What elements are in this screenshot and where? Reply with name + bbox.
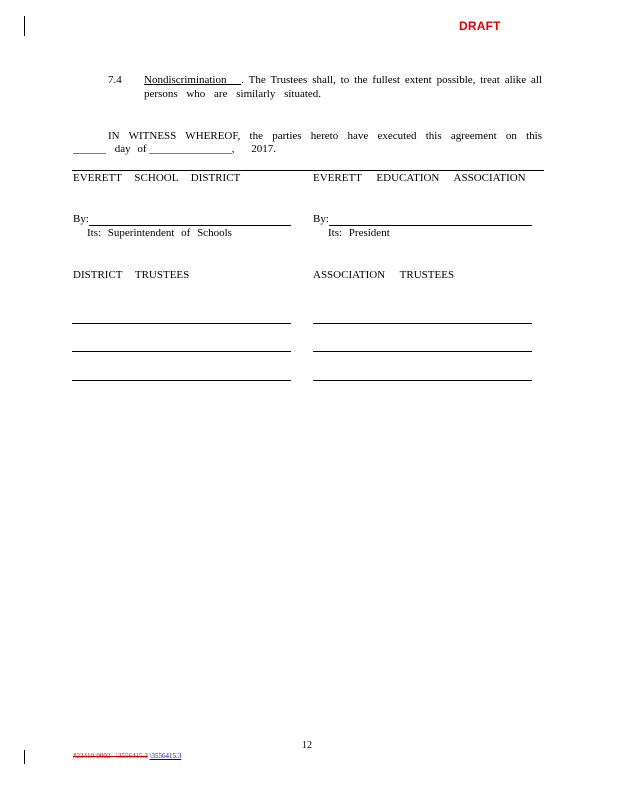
- blank-month: _______________,: [149, 143, 235, 155]
- left-trustees-heading: DISTRICT TRUSTEES: [73, 269, 190, 281]
- witness-line2: [73, 143, 276, 155]
- right-signer-title: Its: President: [328, 227, 390, 239]
- left-by-signature-line[interactable]: [89, 225, 291, 226]
- page-number: 12: [302, 740, 312, 751]
- right-trustee-signature-line[interactable]: [313, 323, 532, 324]
- right-trustee-signature-line[interactable]: [313, 351, 532, 352]
- document-id-deleted: #23410-0002 - \3556415.3: [73, 752, 148, 760]
- document-id: [73, 752, 181, 760]
- left-trustee-signature-line[interactable]: [72, 351, 291, 352]
- draft-label: DRAFT: [459, 19, 501, 33]
- right-party-name: EVERETT EDUCATION ASSOCIATION: [313, 172, 526, 184]
- day-of-text: day of: [114, 143, 147, 155]
- section-text-line1: . The Trustees shall, to the fullest extent possible, treat alike all: [241, 74, 543, 86]
- change-bar-bottom: [24, 750, 25, 764]
- document-id-inserted: \3556415.3: [149, 752, 182, 760]
- right-by-signature-line[interactable]: [329, 225, 532, 226]
- section-number: 7.4: [108, 74, 122, 86]
- left-trustee-signature-line[interactable]: [72, 380, 291, 381]
- right-trustees-heading: ASSOCIATION TRUSTEES: [313, 269, 455, 281]
- witness-line1: IN WITNESS WHEREOF, the parties hereto have executed this agreement on this: [108, 130, 542, 142]
- parties-top-rule: [72, 170, 544, 171]
- section-title-tail: [227, 74, 242, 86]
- left-signer-title: Its: Superintendent of Schools: [87, 227, 232, 239]
- year-text: 2017.: [251, 143, 277, 155]
- section-title: Nondiscrimination: [144, 74, 227, 86]
- left-by-label: By:: [73, 213, 89, 225]
- blank-day: ______: [73, 143, 106, 155]
- right-by-label: By:: [313, 213, 329, 225]
- section-text-line2: persons who are similarly situated.: [144, 88, 322, 100]
- right-trustee-signature-line[interactable]: [313, 380, 532, 381]
- section-paragraph-line1: [144, 74, 542, 86]
- left-party-name: EVERETT SCHOOL DISTRICT: [73, 172, 241, 184]
- change-bar-top: [24, 16, 25, 36]
- left-trustee-signature-line[interactable]: [72, 323, 291, 324]
